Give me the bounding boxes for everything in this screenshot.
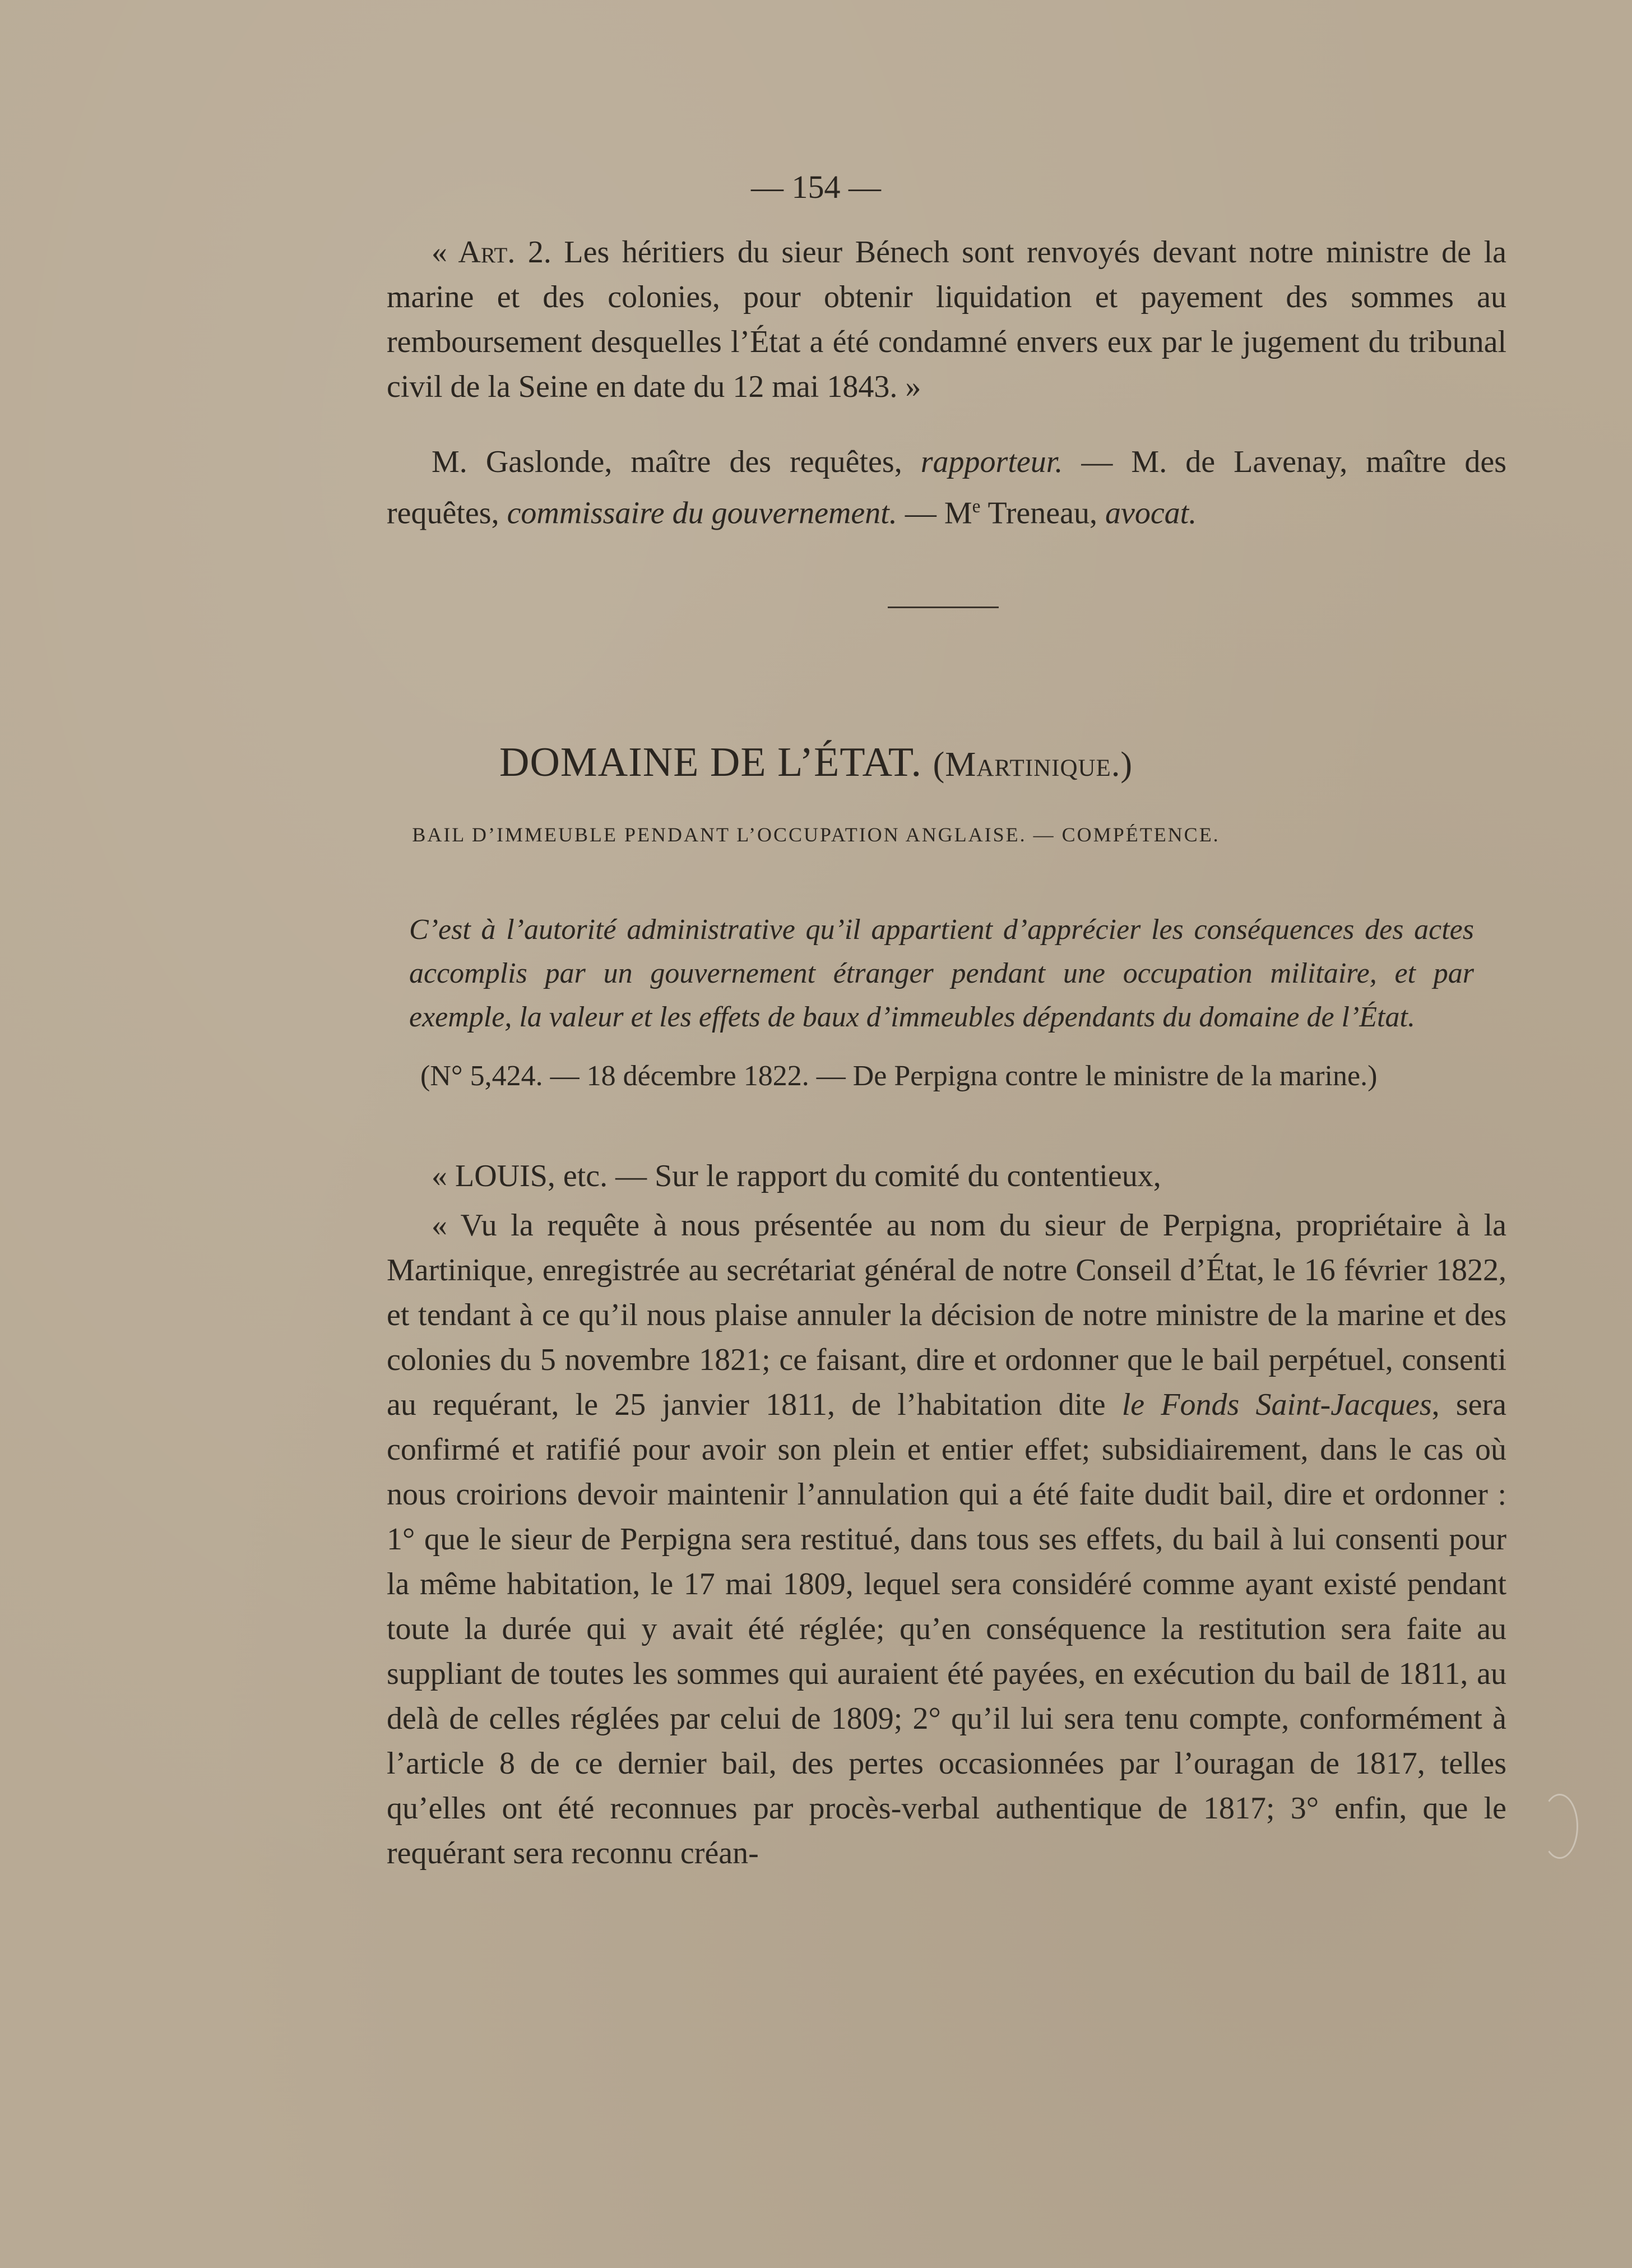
body-p2-place: le Fonds Saint-Jacques [1121,1387,1432,1422]
summary-text: C’est à l’autorité administrative qu’il appartient d’apprécier les conséquences des actes accomplis par un gouvernement étranger pendant une occupation militaire, et par exemple, la valeur et les effets de baux d’immeubles dépendants du domaine de l’État. [409,914,1474,1033]
case-reference: (N° 5,424. — 18 décembre 1822. — De Perpigna contre le ministre de la marine.) [420,1060,1378,1092]
page-number: — 154 — [751,169,881,205]
margin-stain [1541,1794,1578,1859]
section-region: (Martinique.) [933,746,1133,784]
section-summary [387,908,1474,1039]
article-lead: « Art. 2. [432,235,551,270]
officials-paragraph [387,439,1506,536]
rapporteur-role: rapporteur. [920,445,1063,479]
commissaire-role: commissaire du gouvernement. [507,496,897,531]
avocat-role: avocat. [1105,496,1197,531]
rapporteur-name: M. Gaslonde, maître des requêtes, [432,445,921,479]
decision-body [387,1154,1506,1876]
section-title-text: DOMAINE DE L’ÉTAT. [499,739,922,785]
article-2-paragraph [387,230,1506,409]
officials-text [387,439,1506,536]
avocat-name: Treneau, [980,496,1105,531]
article-2-text [387,230,1506,409]
section-divider [888,607,999,608]
section-title [0,739,1632,786]
avocat-sup: e [972,496,981,517]
body-paragraph-2 [387,1203,1506,1876]
article-body: Les héritiers du sieur Bénech sont renvoyés devant notre ministre de la marine et des colonies, pour obtenir liquidation et payement des sommes au remboursement desquelles l’État a été condamné envers eux par le jugement du tribunal civil de la Seine en date du 12 mai 1843. » [387,235,1506,404]
commissaire-name: — M. de Lavenay, maître des requêtes, [387,445,1507,531]
avocat-prefix: — M [897,496,972,531]
body-p2-part-a: « Vu la requête à nous présentée au nom du sieur de Perpigna, propriétaire à la Martinique, enregistrée au secrétariat général de notre Conseil d’État, le 16 février 1822, et tendant à ce qu’il nous plaise annuler la décision de notre ministre de la marine et des colonies du 5 novembre 1821; ce faisant, dire et ordonner que le bail perpétuel, consenti au requérant, le 25 janvier 1811, de l’habitation dite [387,1208,1506,1422]
section-subtitle: BAIL D’IMMEUBLE PENDANT L’OCCUPATION ANGLAISE. — COMPÉTENCE. [412,823,1220,846]
body-p2-part-b: , sera confirmé et ratifié pour avoir son plein et entier effet; subsidiairement, dans le cas où nous croirions devoir maintenir l’annulation qui a été faite dudit bail, dire et ordonner : 1° que le sieur de Perpigna sera restitué, dans tous ses effets, du bail à lui consenti pour la même habitation, le 17 mai 1809, lequel sera considéré comme ayant existé pendant toute la durée qui y avait été réglée; qu’en conséquence la restitution sera faite au suppliant de toutes les sommes qui auraient été payées, en exécution du bail de 1811, au delà de celles réglées par celui de 1809; 2° qu’il lui sera tenu compte, conformément à l’article 8 de ce dernier bail, des pertes occasionnées par l’ouragan de 1817, telles qu’elles ont été reconnues par procès-verbal authentique de 1817; 3° enfin, que le requérant sera reconnu créan- [387,1387,1506,1871]
body-paragraph-1: « LOUIS, etc. — Sur le rapport du comité du contentieux, [432,1159,1161,1193]
